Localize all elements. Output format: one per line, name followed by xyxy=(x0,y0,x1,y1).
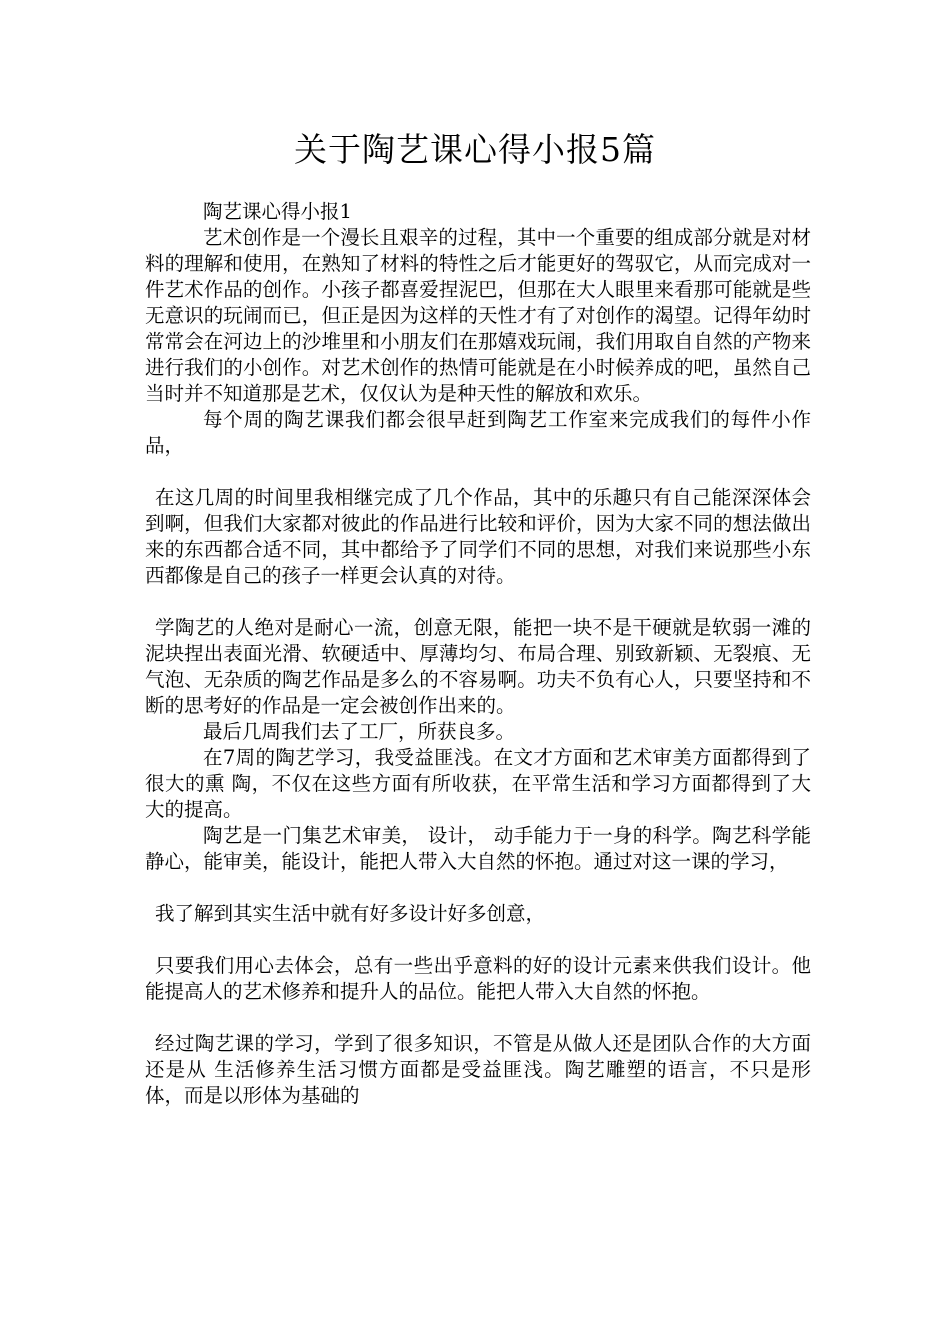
paragraph: 我了解到其实生活中就有好多设计好多创意， xyxy=(155,902,546,925)
paragraph: 在这几周的时间里我相继完成了几个作品，其中的乐趣只有自己能深深体会到啊，但我们大家都对彼此的作品进行比较和评价，因为大家不同的想法做出来的东西都合适不同，其中都给予了同学们不同的思想，对我们来说那些小东西都像是自己的孩子一样更会认真的对待。 xyxy=(145,486,811,587)
paragraph: 在7周的陶艺学习，我受益匪浅。在文才方面和艺术审美方面都得到了很大的熏 陶，不仅在这些方面有所收获，在平常生活和学习方面都得到了大大的提高。 xyxy=(145,746,811,821)
paragraph: 陶艺是一门集艺术审美， 设计， 动手能力于一身的科学。陶艺科学能静心，能审美，能设计，能把人带入大自然的怀抱。通过对这一课的学习， xyxy=(145,824,811,873)
paragraph: 学陶艺的人绝对是耐心一流，创意无限，能把一块不是干硬就是软弱一滩的泥块捏出表面光滑、软硬适中、厚薄均匀、布局合理、别致新颖、无裂痕、无气泡、无杂质的陶艺作品是多么的不容易啊。功夫不负有心人，只要坚持和不断的思考好的作品是一定会被创作出来的。 xyxy=(145,616,811,717)
document-title: 关于陶艺课心得小报5篇 xyxy=(294,130,656,169)
paragraph: 每个周的陶艺课我们都会很早赶到陶艺工作室来完成我们的每件小作品， xyxy=(145,408,811,457)
document-body xyxy=(145,199,811,1109)
paragraph: 最后几周我们去了工厂，所获良多。 xyxy=(203,720,516,743)
paragraph: 经过陶艺课的学习，学到了很多知识，不管是从做人还是团队合作的大方面还是从 生活修养生活习惯方面都是受益匪浅。陶艺雕塑的语言，不只是形体，而是以形体为基础的 xyxy=(145,1032,811,1107)
paragraph: 艺术创作是一个漫长且艰辛的过程，其中一个重要的组成部分就是对材料的理解和使用，在熟知了材料的特性之后才能更好的驾驭它，从而完成对一件艺术作品的创作。小孩子都喜爱捏泥巴，但那在大人眼里来看那可能就是些无意识的玩闹而已，但正是因为这样的天性才有了对创作的渴望。记得年幼时常常会在河边上的沙堆里和小朋友们在那嬉戏玩闹，我们用取自自然的产物来进行我们的小创作。对艺术创作的热情可能就是在小时候养成的吧，虽然自己当时并不知道那是艺术，仅仅认为是种天性的解放和欢乐。 xyxy=(145,226,811,405)
paragraph: 只要我们用心去体会，总有一些出乎意料的好的设计元素来供我们设计。他能提高人的艺术修养和提升人的品位。能把人带入大自然的怀抱。 xyxy=(145,954,811,1003)
section-heading: 陶艺课心得小报1 xyxy=(203,200,352,223)
